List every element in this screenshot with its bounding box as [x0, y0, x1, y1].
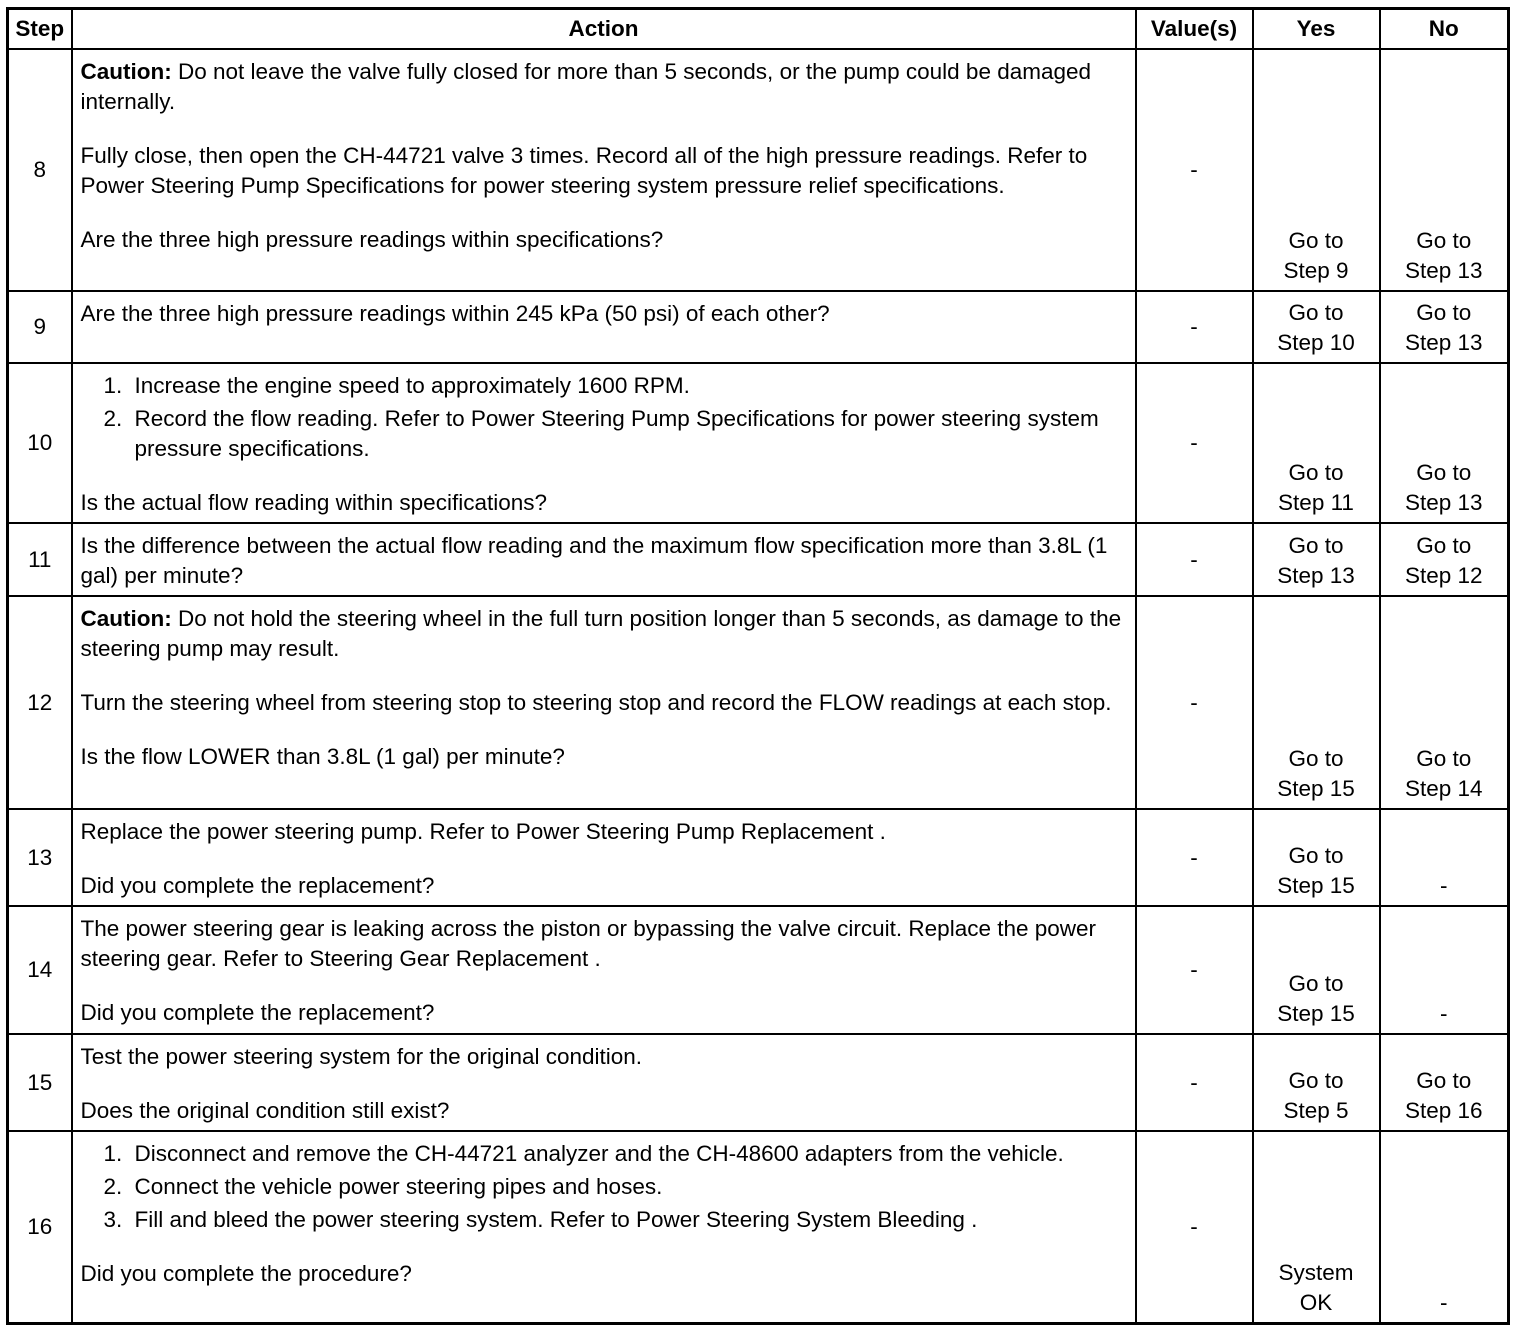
header-step: Step — [8, 9, 72, 50]
action-question: Did you complete the replacement? — [80, 873, 435, 898]
no-line-2: Step 14 — [1404, 776, 1483, 801]
yes-cell — [1253, 49, 1380, 291]
no-line-1: Go to — [1416, 228, 1472, 253]
value-cell: - — [1136, 1034, 1253, 1131]
yes-line-2: OK — [1299, 1289, 1333, 1315]
step-number: 14 — [8, 906, 72, 1034]
action-text: Fully close, then open the CH-44721 valve 3 times. Record all of the high pressure readings. Refer to Power Steering Pump Specifications for power steering system pressure relief specifications. — [80, 143, 1088, 198]
yes-line-2: Step 15 — [1277, 873, 1355, 898]
yes-line-1: Go to — [1288, 843, 1344, 868]
value-cell: - — [1136, 363, 1253, 523]
yes-cell — [1253, 1131, 1380, 1323]
yes-line-1: Go to — [1288, 971, 1344, 996]
header-yes: Yes — [1253, 9, 1380, 50]
action-cell — [72, 523, 1136, 596]
yes-line-1: System — [1278, 1259, 1354, 1285]
yes-line-1: Go to — [1288, 1068, 1344, 1093]
no-cell — [1380, 1034, 1509, 1131]
action-question: Is the actual flow reading within specifications? — [80, 490, 548, 515]
table-row — [8, 809, 1509, 906]
no-line-2: Step 16 — [1404, 1098, 1483, 1123]
table-row — [8, 1131, 1509, 1323]
step-number: 8 — [8, 49, 72, 291]
caution-text: Do not leave the valve fully closed for more than 5 seconds, or the pump could be damaged internally. — [80, 59, 1092, 114]
yes-cell — [1253, 596, 1380, 809]
action-cell — [72, 291, 1136, 363]
yes-line-1: Go to — [1288, 746, 1344, 771]
value-cell: - — [1136, 906, 1253, 1034]
yes-line-1: Go to — [1288, 228, 1344, 253]
action-text: Test the power steering system for the original condition. — [80, 1044, 643, 1069]
yes-cell — [1253, 291, 1380, 363]
caution-label: Caution: — [80, 59, 172, 84]
caution-text: Do not hold the steering wheel in the full turn position longer than 5 seconds, as damage to the steering pump may result. — [80, 606, 1122, 661]
header-values: Value(s) — [1136, 9, 1253, 50]
action-question: Are the three high pressure readings within specifications? — [80, 227, 664, 252]
caution-label: Caution: — [80, 606, 172, 631]
action-cell — [72, 1131, 1136, 1323]
yes-cell — [1253, 906, 1380, 1034]
value-cell: - — [1136, 809, 1253, 906]
no-line-2: Step 13 — [1404, 490, 1483, 515]
table-row — [8, 596, 1509, 809]
action-cell — [72, 363, 1136, 523]
action-cell — [72, 906, 1136, 1034]
action-question: Is the flow LOWER than 3.8L (1 gal) per minute? — [80, 744, 565, 769]
action-cell — [72, 1034, 1136, 1131]
table-row — [8, 1034, 1509, 1131]
action-text: Turn the steering wheel from steering stop to steering stop and record the FLOW readings at each stop. — [80, 690, 1112, 715]
yes-line-2: Step 10 — [1277, 330, 1355, 355]
yes-cell — [1253, 809, 1380, 906]
no-line-1: Go to — [1416, 1068, 1472, 1093]
value-cell: - — [1136, 596, 1253, 809]
action-cell — [72, 809, 1136, 906]
action-question: Does the original condition still exist? — [80, 1098, 450, 1123]
value-cell: - — [1136, 1131, 1253, 1323]
action-cell — [72, 596, 1136, 809]
diagnostic-table — [6, 7, 1510, 1325]
no-cell — [1380, 363, 1509, 523]
value-cell: - — [1136, 523, 1253, 596]
value-cell: - — [1136, 291, 1253, 363]
yes-line-2: Step 15 — [1277, 1001, 1355, 1026]
list-item: 3. Fill and bleed the power steering system. Refer to Power Steering System Bleeding . — [129, 1205, 1127, 1235]
table-row — [8, 906, 1509, 1034]
table-row — [8, 523, 1509, 596]
caution-note — [81, 604, 1127, 664]
no-line-1: Go to — [1416, 460, 1472, 485]
header-no: No — [1380, 9, 1509, 50]
no-cell: - — [1380, 809, 1509, 906]
yes-cell — [1253, 1034, 1380, 1131]
step-number: 16 — [8, 1131, 72, 1323]
list-item: 1. Increase the engine speed to approximately 1600 RPM. — [129, 371, 1127, 401]
action-question: Are the three high pressure readings within 245 kPa (50 psi) of each other? — [80, 301, 830, 326]
yes-line-2: Step 11 — [1278, 490, 1354, 515]
table-row — [8, 291, 1509, 363]
no-cell — [1380, 523, 1509, 596]
action-list — [81, 1139, 1127, 1235]
step-number: 11 — [8, 523, 72, 596]
action-text: Replace the power steering pump. Refer to Power Steering Pump Replacement . — [80, 819, 886, 844]
action-question: Is the difference between the actual flow reading and the maximum flow specification more than 3.8L (1 gal) per minute? — [80, 533, 1108, 588]
action-text: The power steering gear is leaking across the piston or bypassing the valve circuit. Replace the power steering gear. Refer to Steering Gear Replacement . — [80, 916, 1097, 971]
value-cell: - — [1136, 49, 1253, 291]
table-row — [8, 49, 1509, 291]
yes-line-2: Step 9 — [1283, 258, 1349, 283]
list-item: 1. Disconnect and remove the CH-44721 analyzer and the CH-48600 adapters from the vehicle. — [129, 1139, 1127, 1169]
action-cell — [72, 49, 1136, 291]
caution-note — [81, 57, 1127, 117]
table-row — [8, 363, 1509, 523]
yes-line-1: Go to — [1288, 460, 1344, 485]
action-list — [81, 371, 1127, 464]
step-number: 15 — [8, 1034, 72, 1131]
step-number: 12 — [8, 596, 72, 809]
yes-line-2: Step 15 — [1277, 776, 1355, 801]
no-line-1: Go to — [1416, 746, 1472, 771]
no-line-1: Go to — [1416, 533, 1472, 558]
yes-line-2: Step 5 — [1283, 1098, 1349, 1123]
step-number: 9 — [8, 291, 72, 363]
no-line-2: Step 12 — [1404, 563, 1483, 588]
step-number: 10 — [8, 363, 72, 523]
no-line-2: Step 13 — [1404, 330, 1483, 355]
header-row — [8, 9, 1509, 50]
yes-line-1: Go to — [1288, 300, 1344, 325]
step-number: 13 — [8, 809, 72, 906]
no-cell — [1380, 291, 1509, 363]
list-item: 2. Record the flow reading. Refer to Power Steering Pump Specifications for power steering system pressure specifications. — [129, 404, 1127, 464]
no-cell: - — [1380, 906, 1509, 1034]
no-line-2: Step 13 — [1404, 258, 1483, 283]
action-question: Did you complete the procedure? — [80, 1261, 412, 1286]
action-question: Did you complete the replacement? — [80, 1000, 435, 1025]
yes-line-1: Go to — [1288, 533, 1344, 558]
list-item: 2. Connect the vehicle power steering pipes and hoses. — [129, 1172, 1127, 1202]
header-action: Action — [72, 9, 1136, 50]
no-cell: - — [1380, 1131, 1509, 1323]
yes-cell — [1253, 363, 1380, 523]
yes-cell — [1253, 523, 1380, 596]
no-line-1: Go to — [1416, 300, 1472, 325]
no-cell — [1380, 49, 1509, 291]
yes-line-2: Step 13 — [1277, 563, 1355, 588]
no-cell — [1380, 596, 1509, 809]
